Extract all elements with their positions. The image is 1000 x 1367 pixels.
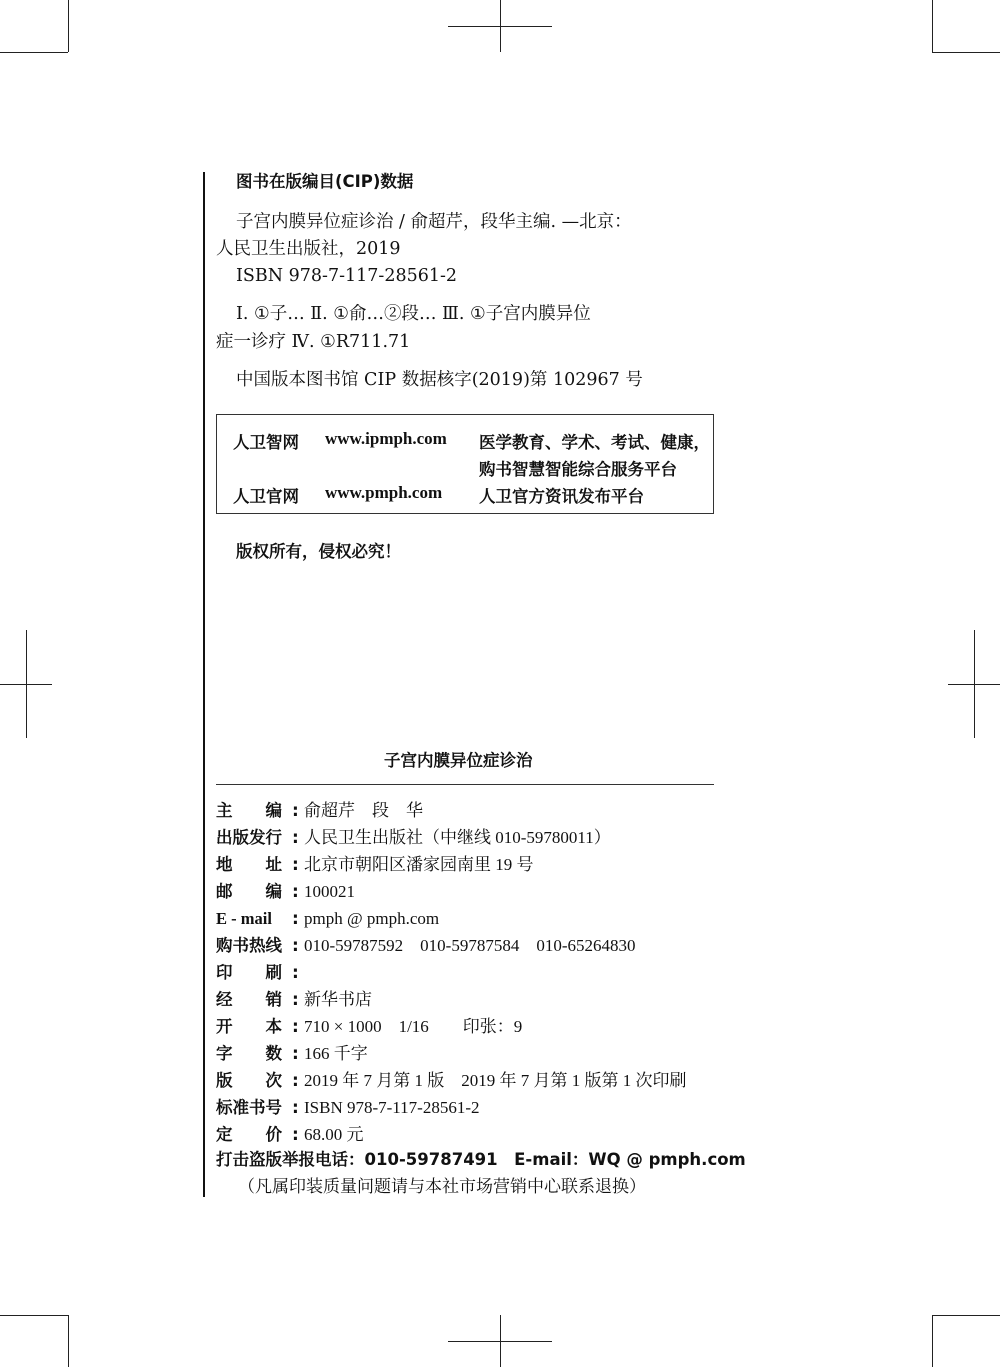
info-value: 68.00 元 xyxy=(304,1125,364,1144)
info-value: 新华书店 xyxy=(304,990,372,1009)
info-label: 主 编 xyxy=(216,801,282,820)
cip-heading: 图书在版编目(CIP)数据 xyxy=(236,172,414,191)
crop-mark xyxy=(0,52,68,53)
info-label: 地 址 xyxy=(216,855,282,874)
colon: : xyxy=(292,801,299,821)
colon: : xyxy=(292,909,299,929)
crop-mark xyxy=(68,1315,69,1367)
cip-line: 症一诊疗 Ⅳ. ①R711.71 xyxy=(216,332,411,352)
info-value[interactable]: pmph @ pmph.com xyxy=(304,909,440,928)
piracy-report-line: 打击盗版举报电话：010-59787491 E-mail：WQ @ pmph.com xyxy=(216,1150,746,1169)
crop-mark xyxy=(448,1341,552,1342)
website-box xyxy=(216,414,714,514)
info-label: 字 数 xyxy=(216,1044,282,1063)
site-name: 人卫官网 xyxy=(233,487,299,506)
info-value: 人民卫生出版社（中继线 010-59780011） xyxy=(304,828,611,847)
cip-line: 人民卫生出版社，2019 xyxy=(216,239,401,259)
info-label: 版 次 xyxy=(216,1071,282,1090)
crop-mark xyxy=(932,52,1000,53)
crop-mark xyxy=(932,0,933,52)
colon: : xyxy=(292,855,299,875)
info-value: 710 × 1000 1/16 印张：9 xyxy=(304,1017,523,1036)
site-url[interactable]: www.pmph.com xyxy=(325,483,443,502)
info-label: 出版发行 xyxy=(216,828,282,847)
return-note: （凡属印装质量问题请与本社市场营销中心联系退换） xyxy=(238,1177,646,1197)
info-value: 俞超芹 段 华 xyxy=(304,801,423,820)
colon: : xyxy=(292,990,299,1010)
left-vertical-rule xyxy=(203,172,205,1197)
site-name: 人卫智网 xyxy=(233,433,299,452)
info-label: E - mail xyxy=(216,909,272,928)
crop-mark xyxy=(448,26,552,27)
site-url[interactable]: www.ipmph.com xyxy=(325,429,447,448)
colon: : xyxy=(292,828,299,848)
colon: : xyxy=(292,1098,299,1118)
info-value: 100021 xyxy=(304,882,355,901)
crop-mark xyxy=(68,0,69,52)
info-value: 010-59787592 010-59787584 010-65264830 xyxy=(304,936,636,955)
info-label: 开 本 xyxy=(216,1017,282,1036)
colon: : xyxy=(292,1071,299,1091)
info-value: 166 千字 xyxy=(304,1044,368,1063)
info-value: 2019 年 7 月第 1 版 2019 年 7 月第 1 版第 1 次印刷 xyxy=(304,1071,687,1090)
info-value: 北京市朝阳区潘家园南里 19 号 xyxy=(304,855,534,874)
colon: : xyxy=(292,882,299,902)
info-label: 定 价 xyxy=(216,1125,282,1144)
info-label: 邮 编 xyxy=(216,882,282,901)
crop-mark xyxy=(932,1315,933,1367)
info-label: 印 刷 xyxy=(216,963,282,982)
colon: : xyxy=(292,1125,299,1145)
cip-line: 中国版本图书馆 CIP 数据核字(2019)第 102967 号 xyxy=(236,370,643,390)
site-description: 购书智慧智能综合服务平台 xyxy=(479,460,677,479)
crop-mark xyxy=(0,684,52,685)
crop-mark xyxy=(948,684,1000,685)
cip-line: ISBN 978-7-117-28561-2 xyxy=(236,266,458,286)
info-label: 购书热线 xyxy=(216,936,282,955)
colon: : xyxy=(292,1044,299,1064)
cip-line: 子宫内膜异位症诊治 / 俞超芹，段华主编. —北京： xyxy=(236,212,632,232)
colon: : xyxy=(292,1017,299,1037)
info-label: 标准书号 xyxy=(216,1098,282,1117)
divider xyxy=(216,784,714,785)
site-description: 医学教育、学术、考试、健康， xyxy=(479,433,710,452)
site-description: 人卫官方资讯发布平台 xyxy=(479,487,644,506)
crop-mark xyxy=(932,1315,1000,1316)
cip-line: Ⅰ. ①子… Ⅱ. ①俞…②段… Ⅲ. ①子宫内膜异位 xyxy=(236,304,591,324)
copyright-notice: 版权所有，侵权必究！ xyxy=(236,542,401,561)
colon: : xyxy=(292,963,299,983)
crop-mark xyxy=(0,1315,68,1316)
book-title: 子宫内膜异位症诊治 xyxy=(384,751,533,770)
info-value: ISBN 978-7-117-28561-2 xyxy=(304,1098,480,1117)
info-label: 经 销 xyxy=(216,990,282,1009)
colon: : xyxy=(292,936,299,956)
